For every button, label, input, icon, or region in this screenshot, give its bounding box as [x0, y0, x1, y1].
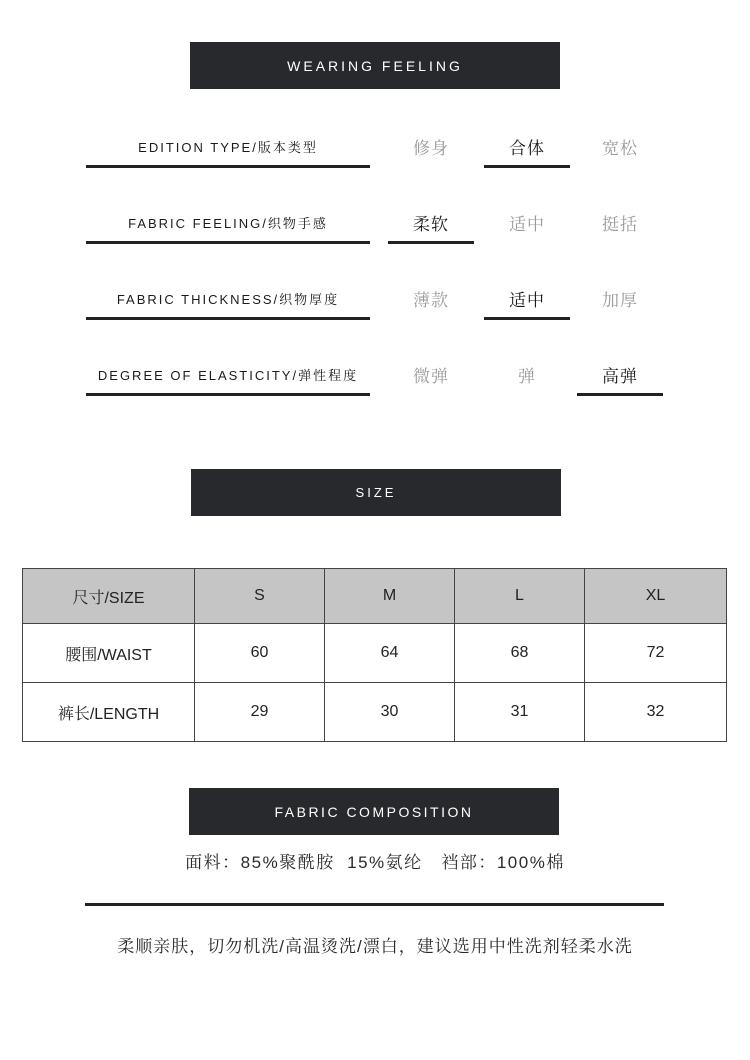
- header-cell: M: [325, 569, 455, 624]
- table-cell: 29: [195, 683, 325, 742]
- size-table: [22, 568, 727, 742]
- size-table-header-row: [23, 569, 727, 624]
- feel-label: DEGREE OF ELASTICITY/弹性程度: [86, 356, 370, 396]
- table-cell: 31: [455, 683, 585, 742]
- care-instructions: 柔顺亲肤，切勿机洗/高温烫洗/漂白，建议选用中性洗剂轻柔水洗: [117, 937, 633, 956]
- row-label-cell: 裤长/LENGTH: [23, 683, 195, 742]
- feel-option: 加厚: [602, 291, 638, 310]
- table-cell: 60: [195, 624, 325, 683]
- feel-label: FABRIC FEELING/织物手感: [86, 204, 370, 244]
- table-cell: 68: [455, 624, 585, 683]
- feel-option: 修身: [413, 139, 449, 158]
- feel-option: 宽松: [602, 139, 638, 158]
- header-cell: S: [195, 569, 325, 624]
- feel-row-fabric-feeling: [0, 204, 750, 244]
- fabric-composition-title: FABRIC COMPOSITION: [274, 803, 474, 820]
- feel-option: 薄款: [413, 291, 449, 310]
- table-cell: 32: [585, 683, 727, 742]
- feel-option: 弹: [518, 367, 536, 386]
- header-cell: L: [455, 569, 585, 624]
- feel-row-elasticity: [0, 356, 750, 396]
- feel-label: EDITION TYPE/版本类型: [86, 128, 370, 168]
- fabric-composition-banner: [189, 788, 559, 835]
- divider: [85, 903, 664, 906]
- feel-option: 适中: [484, 280, 570, 320]
- feel-option: 高弹: [577, 356, 663, 396]
- table-cell: 64: [325, 624, 455, 683]
- feel-label: FABRIC THICKNESS/织物厚度: [86, 280, 370, 320]
- table-cell: 72: [585, 624, 727, 683]
- feel-option: 合体: [484, 128, 570, 168]
- size-banner: [191, 469, 561, 516]
- feel-row-fabric-thickness: [0, 280, 750, 320]
- table-cell: 30: [325, 683, 455, 742]
- feel-option: 适中: [509, 215, 545, 234]
- header-cell: 尺寸/SIZE: [23, 569, 195, 624]
- wearing-feeling-title: WEARING FEELING: [287, 57, 463, 74]
- header-cell: XL: [585, 569, 727, 624]
- feel-row-edition-type: [0, 128, 750, 168]
- feel-option: 挺括: [602, 215, 638, 234]
- table-row: [23, 683, 727, 742]
- composition-text: 面料：85%聚酰胺 15%氨纶 裆部：100%棉: [185, 853, 565, 872]
- table-row: [23, 624, 727, 683]
- size-title: SIZE: [355, 485, 397, 500]
- row-label-cell: 腰围/WAIST: [23, 624, 195, 683]
- feel-option: 微弹: [413, 367, 449, 386]
- wearing-feeling-banner: [190, 42, 560, 89]
- feel-option: 柔软: [388, 204, 474, 244]
